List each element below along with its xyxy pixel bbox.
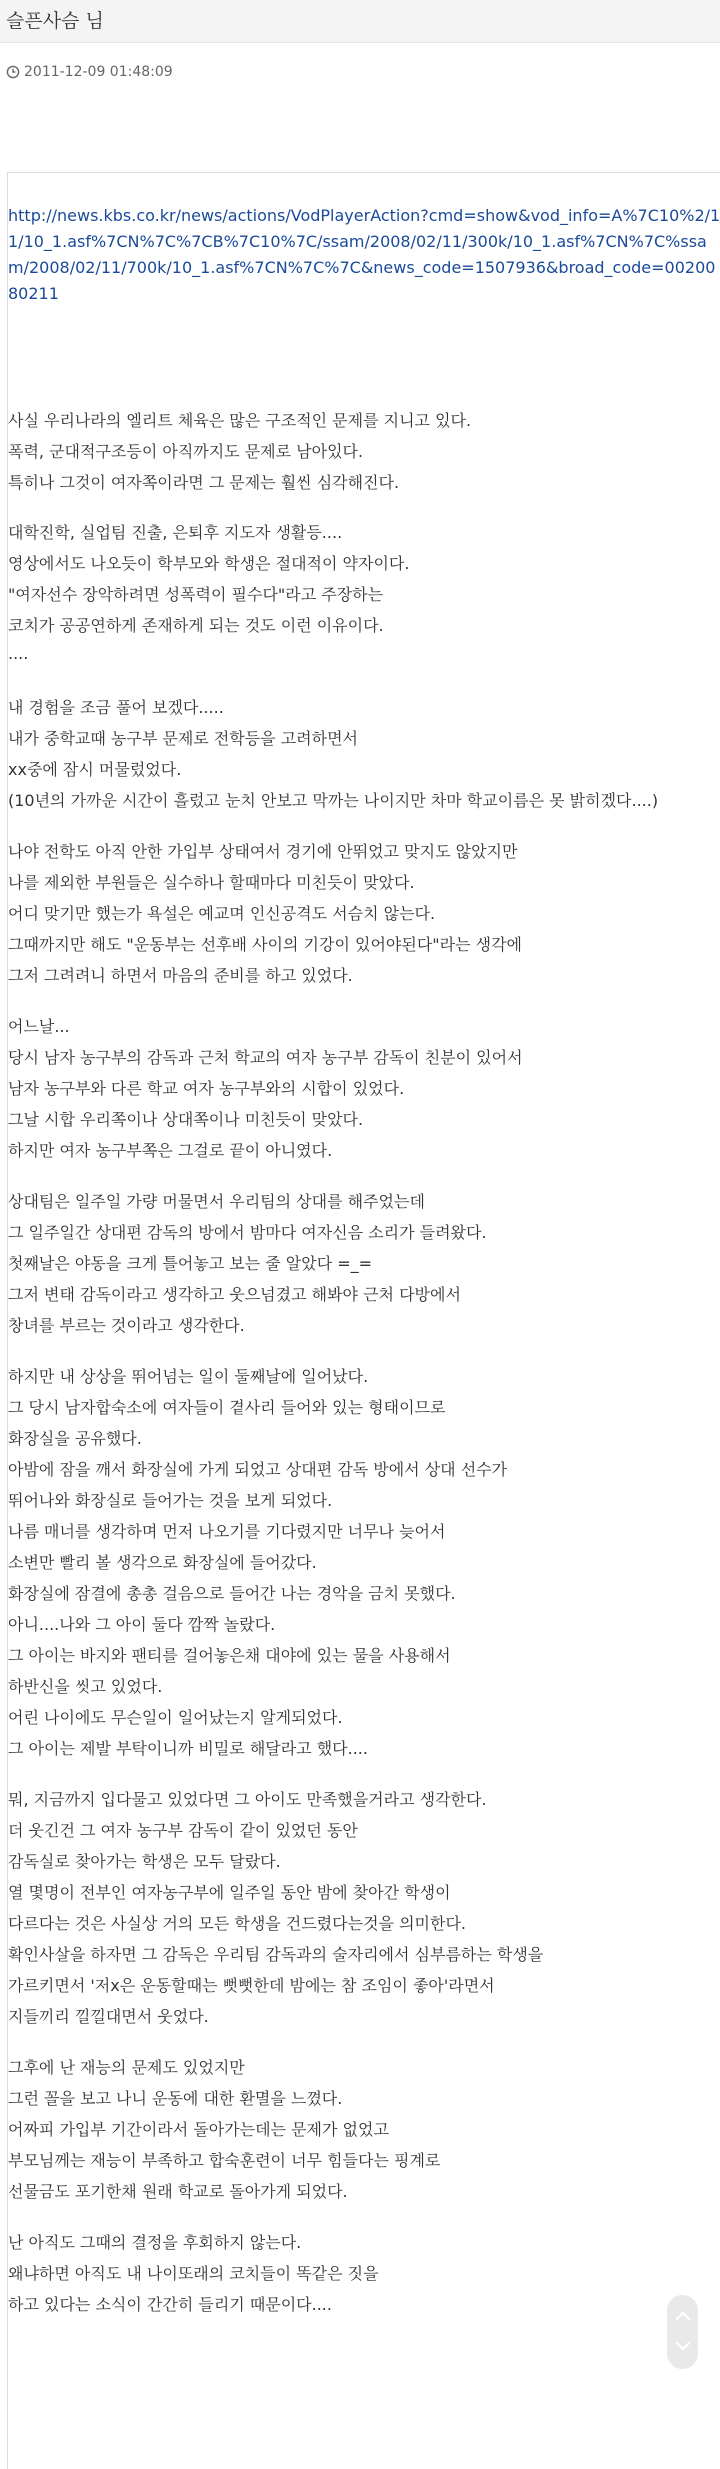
content-line: 대학진학, 실업팀 진출, 은퇴후 지도자 생활등.... (8, 523, 343, 542)
scroll-buttons[interactable] (667, 2295, 698, 2369)
content-line: 열 몇명이 전부인 여자농구부에 일주일 동안 밤에 찾아간 학생이 (8, 1883, 451, 1902)
content-line: 뭐, 지금까지 입다물고 있었다면 그 아이도 만족했을거라고 생각한다. (8, 1790, 487, 1809)
content-line: 하반신을 씻고 있었다. (8, 1677, 163, 1696)
clock-icon (6, 65, 20, 79)
content-line: 코치가 공공연하게 존재하게 되는 것도 이런 이유이다. (8, 616, 384, 635)
content-line: 그 아이는 바지와 팬티를 걸어놓은채 대야에 있는 물을 사용해서 (8, 1646, 451, 1665)
chevron-up-icon[interactable] (675, 2311, 691, 2321)
content-line: 그 아이는 제발 부탁이니까 비밀로 해달라고 했다.... (8, 1739, 368, 1758)
content-line: 특히나 그것이 여자쪽이라면 그 문제는 훨씬 심각해진다. (8, 473, 400, 492)
content-line: xx중에 잠시 머물렀었다. (8, 760, 182, 779)
post-content (7, 172, 720, 2469)
content-line: 화장실을 공유했다. (8, 1429, 142, 1448)
content-line: 당시 남자 농구부의 감독과 근처 학교의 여자 농구부 감독이 친분이 있어서 (8, 1048, 523, 1067)
content-line: 어짜피 가입부 기간이라서 돌아가는데는 문제가 없었고 (8, 2120, 389, 2139)
content-line: 그 당시 남자합숙소에 여자들이 곁사리 들어와 있는 형태이므로 (8, 1398, 446, 1417)
content-line: 그후에 난 재능의 문제도 있었지만 (8, 2058, 245, 2077)
content-line: 내 경험을 조금 풀어 보겠다..... (8, 698, 224, 717)
content-line: 난 아직도 그때의 결정을 후회하지 않는다. (8, 2233, 302, 2252)
post-meta (6, 64, 173, 80)
content-line: 뛰어나와 화장실로 들어가는 것을 보게 되었다. (8, 1491, 333, 1510)
content-line: .... (8, 644, 29, 663)
content-line: 소변만 빨리 볼 생각으로 화장실에 들어갔다. (8, 1553, 317, 1572)
content-line: (10년의 가까운 시간이 흘렀고 눈치 안보고 막까는 나이지만 차마 학교이름은 못 밝히겠다....) (8, 791, 659, 810)
content-line: 어느날... (8, 1017, 70, 1036)
content-line: 그저 변태 감독이라고 생각하고 웃으넘겼고 해봐야 근처 다방에서 (8, 1285, 461, 1304)
post-header (0, 0, 720, 43)
content-line: 나를 제외한 부원들은 실수하나 할때마다 미친듯이 맞았다. (8, 873, 415, 892)
content-line: 어린 나이에도 무슨일이 일어났는지 알게되었다. (8, 1708, 343, 1727)
content-line: 내가 중학교때 농구부 문제로 전학등을 고려하면서 (8, 729, 359, 748)
content-line: 하지만 여자 농구부쪽은 그걸로 끝이 아니였다. (8, 1141, 333, 1160)
content-line: 사실 우리나라의 엘리트 체육은 많은 구조적인 문제를 지니고 있다. (8, 411, 472, 430)
content-line: 더 웃긴건 그 여자 농구부 감독이 같이 있었던 동안 (8, 1821, 358, 1840)
content-line: 첫째날은 야동을 크게 틀어놓고 보는 줄 알았다 =_= (8, 1254, 373, 1273)
content-line: 다르다는 것은 사실상 거의 모든 학생을 건드렸다는것을 의미한다. (8, 1914, 467, 1933)
content-line: 지들끼리 낄낄대면서 웃었다. (8, 2007, 209, 2026)
content-line: 확인사살을 하자면 그 감독은 우리팀 감독과의 술자리에서 심부름하는 학생을 (8, 1945, 544, 1964)
chevron-down-icon[interactable] (675, 2341, 691, 2351)
post-title: 슬픈사슴 님 (6, 10, 104, 32)
content-line: 그때까지만 해도 "운동부는 선후배 사이의 기강이 있어야된다"라는 생각에 (8, 935, 523, 954)
content-line: 아밤에 잠을 깨서 화장실에 가게 되었고 상대편 감독 방에서 상대 선수가 (8, 1460, 508, 1479)
content-line: 아니....나와 그 아이 둘다 깜짝 놀랐다. (8, 1615, 276, 1634)
content-line: 폭력, 군대적구조등이 아직까지도 문제로 남아있다. (8, 442, 364, 461)
content-line: 영상에서도 나오듯이 학부모와 학생은 절대적이 약자이다. (8, 554, 410, 573)
content-line: 상대팀은 일주일 가량 머물면서 우리팀의 상대를 해주었는데 (8, 1192, 425, 1211)
content-line: 가르키면서 '저x은 운동할때는 뻣뻣한데 밤에는 참 조임이 좋아'라면서 (8, 1976, 495, 1995)
content-line: 어디 맞기만 했는가 욕설은 예교며 인신공격도 서슴치 않는다. (8, 904, 436, 923)
content-line: 선물금도 포기한채 원래 학교로 돌아가게 되었다. (8, 2182, 348, 2201)
content-line: 그런 꼴을 보고 나니 운동에 대한 환멸을 느꼈다. (8, 2089, 343, 2108)
content-line: "여자선수 장악하려면 성폭력이 필수다"라고 주장하는 (8, 585, 384, 604)
content-line: 하지만 내 상상을 뛰어넘는 일이 둘째날에 일어났다. (8, 1367, 369, 1386)
content-line: 그저 그려려니 하면서 마음의 준비를 하고 있었다. (8, 966, 353, 985)
content-line: 나야 전학도 아직 안한 가입부 상태여서 경기에 안뛰었고 맞지도 않았지만 (8, 842, 518, 861)
content-line: 창녀를 부르는 것이라고 생각한다. (8, 1316, 245, 1335)
content-line: 그 일주일간 상대편 감독의 방에서 밤마다 여자신음 소리가 들려왔다. (8, 1223, 487, 1242)
content-line: 하고 있다는 소식이 간간히 들리기 때문이다.... (8, 2295, 332, 2314)
content-line: 부모님께는 재능이 부족하고 합숙훈련이 너무 힘들다는 핑계로 (8, 2151, 441, 2170)
content-line: 남자 농구부와 다른 학교 여자 농구부와의 시합이 있었다. (8, 1079, 405, 1098)
content-line: 그날 시합 우리쪽이나 상대쪽이나 미친듯이 맞았다. (8, 1110, 364, 1129)
content-link[interactable]: http://news.kbs.co.kr/news/actions/VodPlayerAction?cmd=show&vod_info=A%7C10%2/11/10_1.asf%7CN%7C%7CB%7C10%7C/ssam/2008/02/11/300k/10_1.asf%7CN%7C%ssam/2008/02/11/700k/10_1.asf%7CN%7C%7C&news_code=1507936&broad_code=0020080211 (8, 206, 720, 303)
post-timestamp: 2011-12-09 01:48:09 (24, 64, 173, 80)
content-line: 나름 매너를 생각하며 먼저 나오기를 기다렸지만 너무나 늦어서 (8, 1522, 446, 1541)
content-line: 왜냐하면 아직도 내 나이또래의 코치들이 똑같은 짓을 (8, 2264, 379, 2283)
content-line: 화장실에 잠결에 총총 걸음으로 들어간 나는 경악을 금치 못했다. (8, 1584, 456, 1603)
content-line: 감독실로 찾아가는 학생은 모두 달랐다. (8, 1852, 281, 1871)
